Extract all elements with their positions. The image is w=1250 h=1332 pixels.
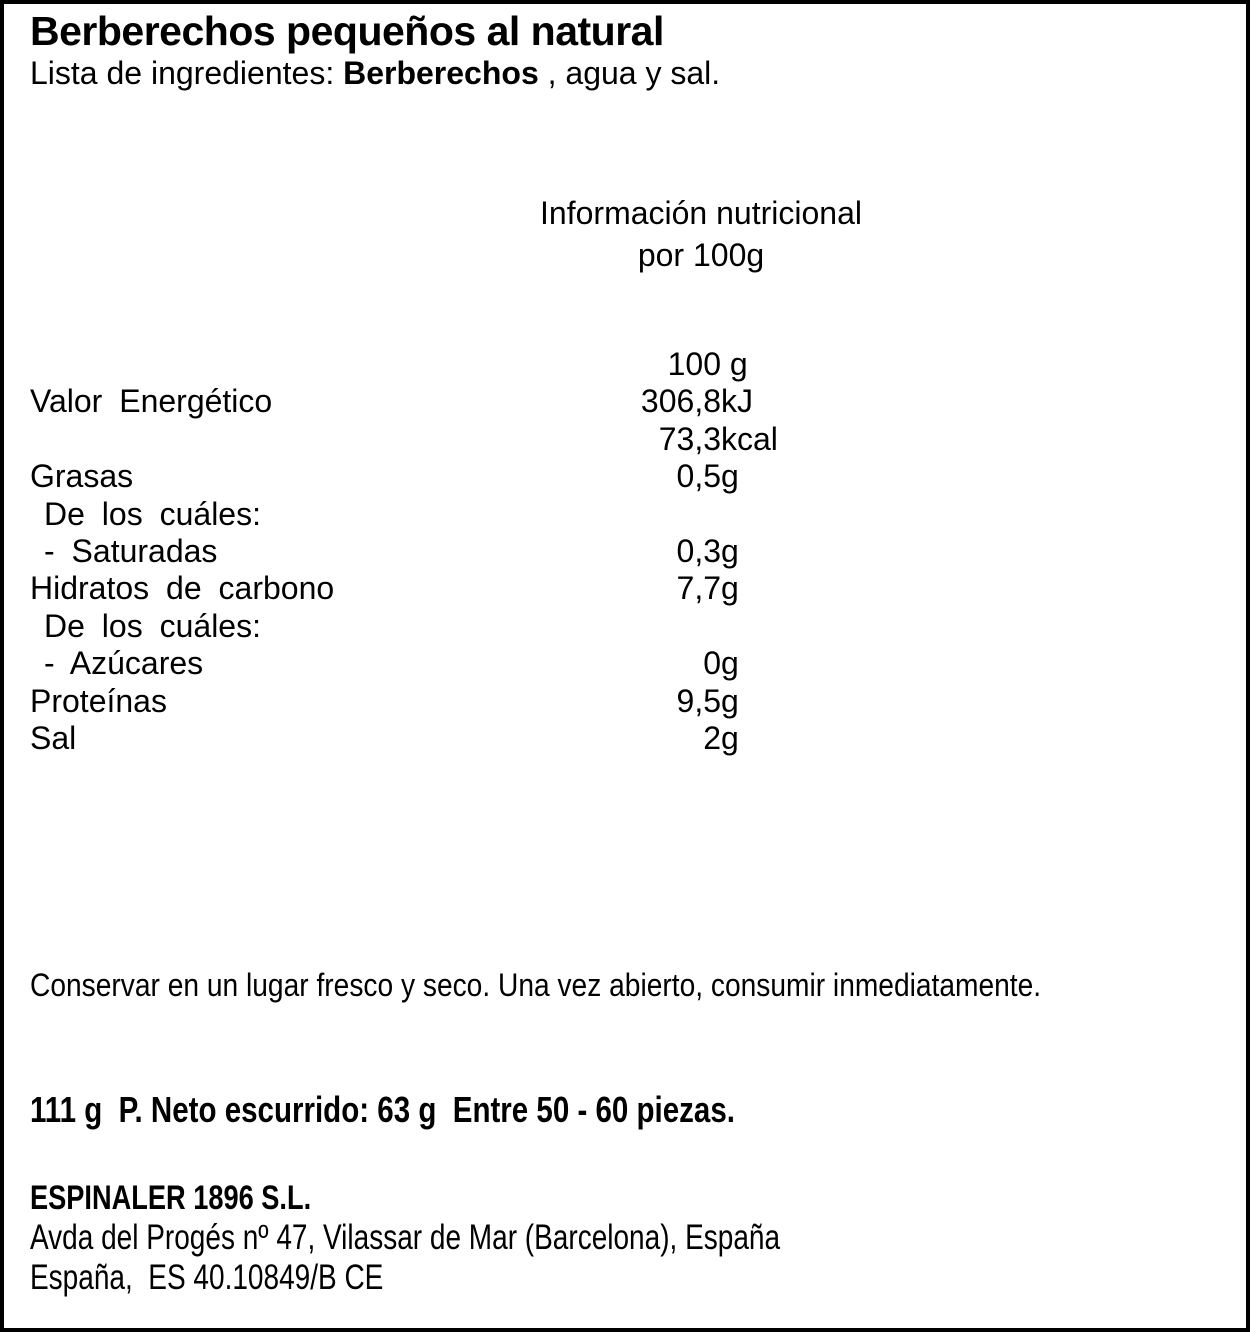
nutrition-row-unit: g (721, 682, 739, 719)
nutrition-row-value: 2 (703, 719, 721, 756)
nutrition-row-unit: g (721, 645, 739, 682)
nutrition-subtitle: por 100g (637, 237, 765, 273)
ingredients-highlight: Berberechos (343, 55, 539, 91)
company-name: ESPINALER 1896 S.L. (30, 1179, 312, 1217)
nutrition-row-energy-kcal (30, 421, 792, 458)
nutrition-row-of-which-carbs (30, 608, 792, 645)
nutrition-row-salt (30, 720, 792, 757)
nutrition-row-value: 7,7 (676, 570, 721, 607)
ingredients-suffix: , agua y sal. (538, 55, 721, 91)
nutrition-row-value (550, 608, 721, 645)
nutrition-row-label (30, 421, 550, 458)
nutrition-table (30, 346, 792, 757)
nutrition-title: Información nutricional (540, 195, 862, 231)
nutrition-row-unit: kcal (721, 420, 778, 457)
nutrition-row-value: 100 (667, 346, 721, 382)
company-registration: España, ES 40.10849/B CE (30, 1258, 384, 1297)
nutrition-row-unit: g (721, 346, 748, 382)
nutrition-row-unit: g (721, 719, 739, 756)
product-title: Berberechos pequeños al natural (30, 8, 664, 54)
storage-instructions: Conservar en un lugar fresco y seco. Una vez abierto, consumir inmediatamente. (30, 967, 1042, 1003)
nutrition-row-label: De los cuáles: (44, 607, 261, 644)
ingredients-line (30, 54, 720, 92)
nutrition-row-unit: g (721, 532, 739, 569)
nutrition-row-saturates (30, 533, 792, 570)
nutrition-row-value: 9,5 (676, 682, 721, 719)
nutrition-row-label: Valor Energético (30, 383, 273, 420)
nutrition-row-label: - Azúcares (44, 645, 204, 682)
company-address: Avda del Progés nº 47, Vilassar de Mar (Barcelona), España (30, 1218, 781, 1257)
nutrition-row-energy-kj (30, 383, 792, 420)
nutrition-row-label: Proteínas (30, 682, 167, 719)
nutrition-row-value: 0 (703, 645, 721, 682)
nutrition-row-carbohydrate (30, 570, 792, 607)
nutrition-row-unit (721, 496, 792, 533)
nutrition-row-label (30, 346, 550, 383)
nutrition-row-unit: g (721, 570, 739, 607)
nutrition-row-label: - Saturadas (44, 532, 218, 569)
nutrition-row-value: 73,3 (658, 420, 721, 457)
nutrition-row-fat (30, 458, 792, 495)
nutrition-row-value (550, 496, 721, 533)
nutrition-row-label: Hidratos de carbono (30, 570, 335, 607)
nutrition-row-unit: g (721, 458, 739, 495)
nutrition-row-unit: kJ (721, 383, 753, 420)
nutrition-row-value: 306,8 (640, 383, 721, 420)
nutrition-row-unit (721, 608, 792, 645)
ingredients-prefix: Lista de ingredientes: (30, 55, 344, 91)
nutrition-row-value: 0,5 (676, 458, 721, 495)
nutrition-row-of-which-fat (30, 496, 792, 533)
nutrition-header (351, 192, 1051, 276)
net-weight-line: 111 g P. Neto escurrido: 63 g Entre 50 - 60 piezas. (30, 1089, 735, 1130)
nutrition-row-protein (30, 683, 792, 720)
nutrition-row-label: Grasas (30, 458, 134, 495)
nutrition-row-sugars (30, 645, 792, 682)
nutrition-row-label: De los cuáles: (44, 495, 261, 532)
nutrition-row-value: 0,3 (676, 532, 721, 569)
nutrition-row-label: Sal (30, 719, 77, 756)
nutrition-column-header-row (30, 346, 792, 383)
